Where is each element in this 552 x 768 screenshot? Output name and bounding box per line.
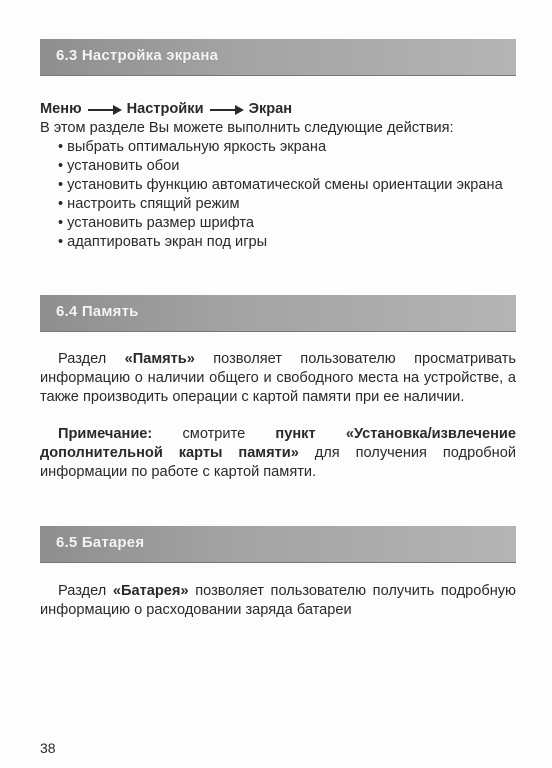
- memory-note: [40, 425, 516, 482]
- note-reference: пункт «Установка/извлечение дополнительной карты памяти»: [40, 426, 516, 461]
- text-run: позволяет пользователю получить подробную информацию о расходовании заряда батареи: [40, 583, 516, 618]
- breadcrumb-menu: Меню: [40, 101, 82, 117]
- list-item: • настроить спящий режим: [58, 196, 240, 212]
- text-run: для получения подробной информации по работе с картой памяти.: [40, 445, 516, 480]
- arrow-right-icon: [88, 105, 122, 115]
- memory-paragraph: [40, 350, 516, 407]
- text-run: Раздел: [58, 351, 125, 367]
- section-title-screen: 6.3 Настройка экрана: [56, 47, 219, 64]
- memory-term: «Память»: [124, 351, 195, 367]
- text-run: позволяет пользователю просматривать информацию о наличии общего и свободного места на устройстве, а также производить операции с картой памяти при ее наличии.: [40, 351, 516, 405]
- arrow-right-icon: [210, 105, 244, 115]
- battery-section-body: [40, 582, 516, 620]
- breadcrumb-settings: Настройки: [126, 101, 204, 117]
- breadcrumb-screen: Экран: [248, 101, 293, 117]
- text-run: смотрите: [152, 426, 276, 442]
- text-run: Раздел: [58, 583, 113, 599]
- section-header-screen: [40, 39, 516, 75]
- section-title-battery: 6.5 Батарея: [56, 534, 145, 551]
- battery-paragraph: [40, 582, 516, 620]
- breadcrumb: [40, 100, 516, 119]
- battery-term: «Батарея»: [112, 583, 189, 599]
- section-header-battery: [40, 526, 516, 562]
- list-item: • установить размер шрифта: [58, 215, 255, 231]
- note-label: Примечание:: [58, 426, 153, 442]
- memory-section-body: [40, 350, 516, 482]
- page-number: 38: [40, 740, 56, 756]
- list-item: • адаптировать экран под игры: [58, 234, 268, 250]
- section-title-memory: 6.4 Память: [56, 303, 139, 320]
- screen-section-body: [40, 100, 516, 252]
- list-item: • установить обои: [58, 158, 180, 174]
- section-header-memory: [40, 295, 516, 331]
- screen-intro: В этом разделе Вы можете выполнить следующие действия:: [40, 120, 454, 136]
- list-item: • выбрать оптимальную яркость экрана: [58, 139, 327, 155]
- list-item: • установить функцию автоматической смены ориентации экрана: [58, 177, 503, 193]
